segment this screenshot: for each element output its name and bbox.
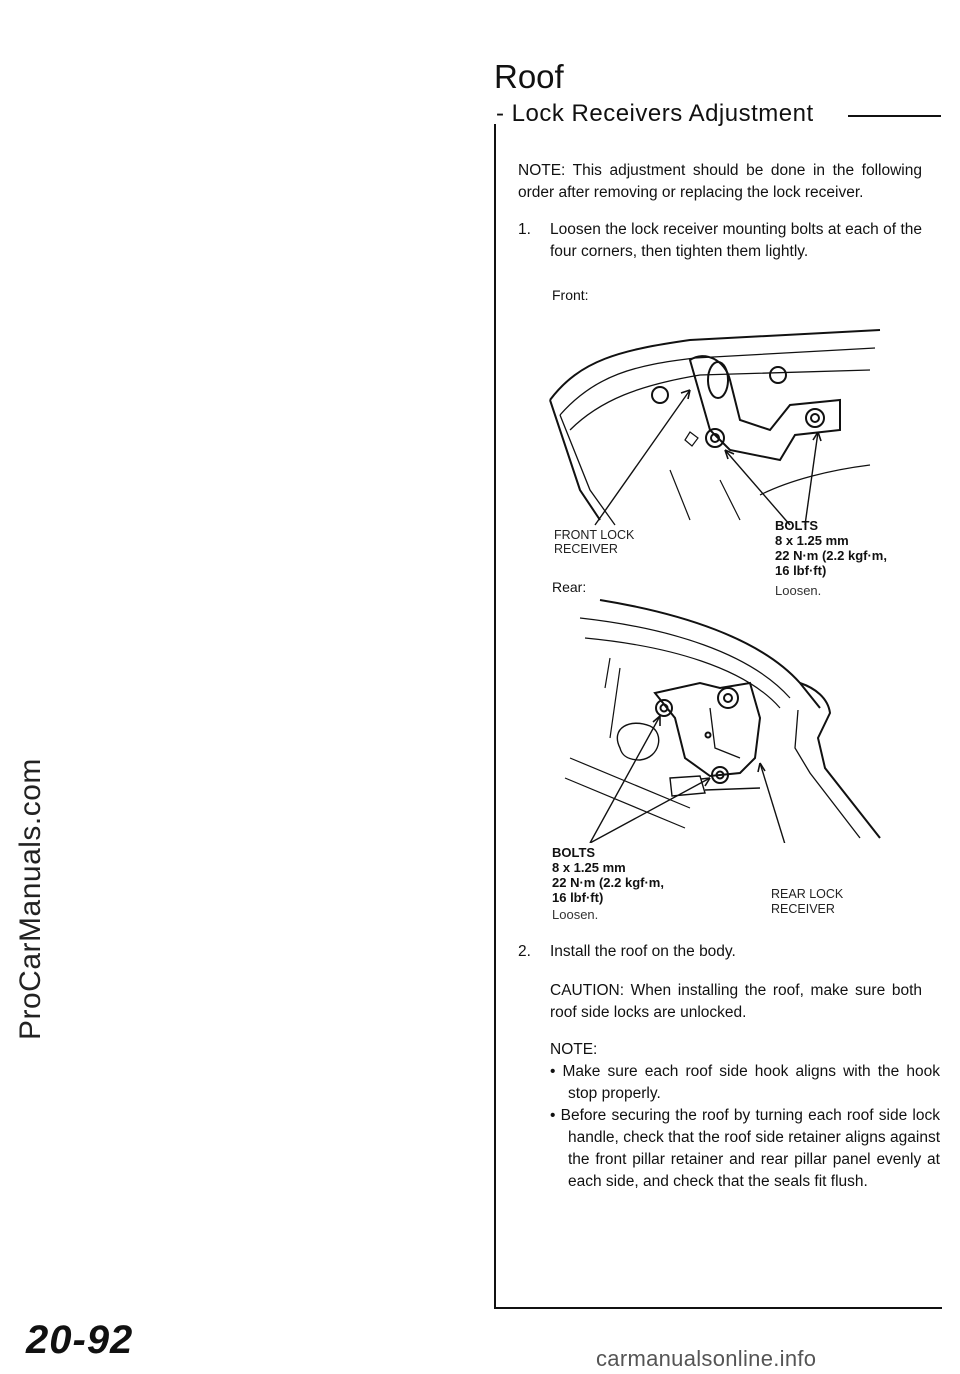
front-illustration (540, 320, 890, 530)
rear-bolts-title: BOLTS (552, 845, 596, 860)
front-bolts-torque-1: 22 N·m (2.2 kgf·m, (775, 548, 887, 563)
step-2-text: Install the roof on the body. (550, 943, 736, 960)
front-bolts-action: Loosen. (775, 583, 822, 598)
note2-bullet-1: • Make sure each roof side hook aligns with the hook stop properly. (550, 1063, 940, 1102)
front-receiver-label-1: FRONT LOCK (554, 528, 635, 542)
intro-note: NOTE: This adjustment should be done in the following order after removing or replacing the lock receiver. (518, 162, 922, 201)
rear-receiver-label-1: REAR LOCK (771, 887, 844, 901)
rear-bolts-torque-1: 22 N·m (2.2 kgf·m, (552, 875, 664, 890)
step-1-text: Loosen the lock receiver mounting bolts at each of the four corners, then tighten them lightly. (550, 221, 922, 260)
left-rule (494, 124, 496, 1309)
bottom-rule (494, 1307, 942, 1309)
step-2-number: 2. (518, 943, 531, 960)
rear-bolts-action: Loosen. (552, 907, 599, 922)
rear-illustration (560, 598, 890, 843)
front-bolts-torque-2: 16 lbf·ft) (775, 563, 827, 578)
caution-text: CAUTION: When installing the roof, make sure both roof side locks are unlocked. (550, 982, 922, 1021)
section-title: - Lock Receivers Adjustment (496, 100, 814, 127)
rear-receiver-label-2: RECEIVER (771, 902, 835, 916)
footer-watermark: carmanualsonline.info (596, 1346, 817, 1371)
note2-title: NOTE: (550, 1041, 598, 1058)
front-receiver-label-2: RECEIVER (554, 542, 618, 556)
title-rule (848, 115, 941, 117)
rear-bolts-size: 8 x 1.25 mm (552, 860, 626, 875)
side-watermark: ProCarManuals.com (14, 758, 47, 1040)
front-bolts-size: 8 x 1.25 mm (775, 533, 849, 548)
step-1-number: 1. (518, 221, 531, 238)
note2-bullet-2: • Before securing the roof by turning each roof side lock handle, check that the roof side retainer aligns against the front pillar retainer and rear pillar panel evenly at each side, and check that the seals fit flush. (550, 1107, 940, 1190)
rear-bolts-torque-2: 16 lbf·ft) (552, 890, 604, 905)
front-bolts-title: BOLTS (775, 518, 819, 533)
page-title: Roof (494, 58, 564, 95)
front-figure-label: Front: (552, 287, 589, 303)
rear-figure-label: Rear: (552, 579, 587, 595)
page-number: 20-92 (26, 1318, 134, 1362)
